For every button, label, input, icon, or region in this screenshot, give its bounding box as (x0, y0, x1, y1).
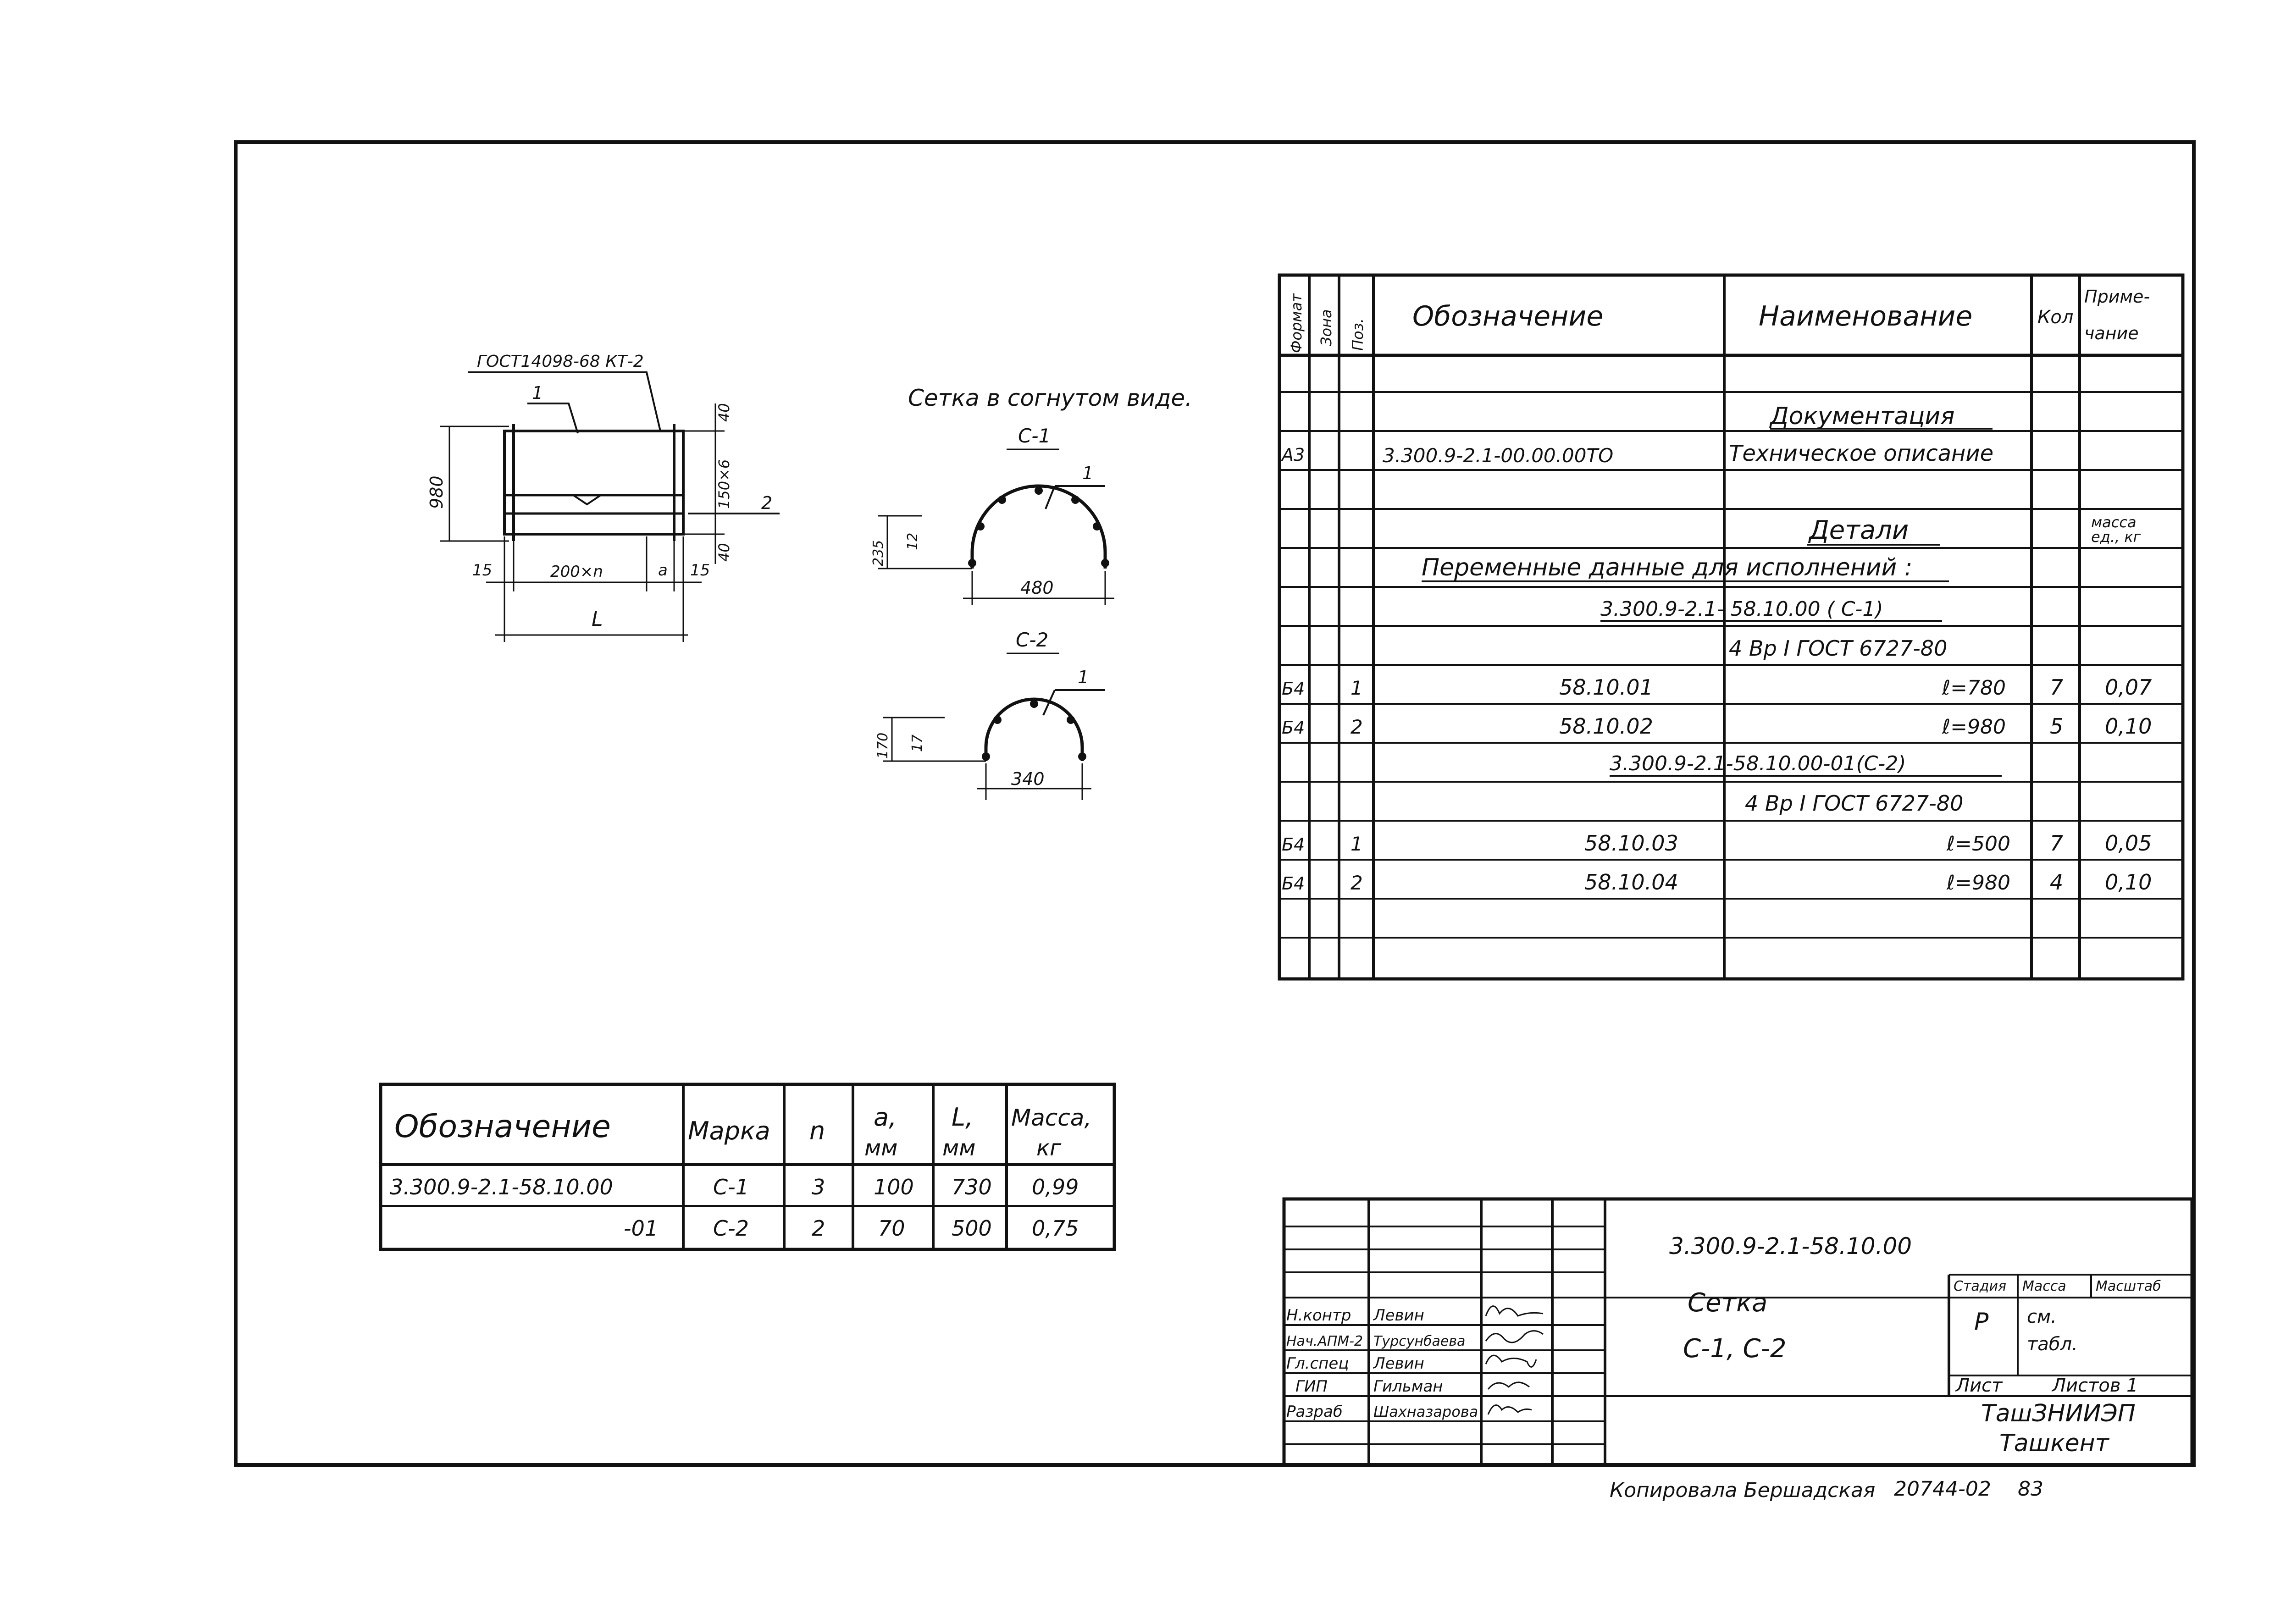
vt-row1-a: 100 (874, 1175, 914, 1199)
person2-name: Турсунбаева (1373, 1333, 1466, 1349)
title-block (1284, 1199, 2192, 1465)
row3-qty: 7 (2050, 831, 2064, 856)
wire1-label: 4 Вр I ГОСТ 6727-80 (1729, 636, 1948, 661)
header-pos: Поз. (1349, 318, 1367, 351)
footer-copied: Копировала Бершадская (1610, 1479, 1876, 1502)
row4-pos: 2 (1351, 872, 1363, 894)
row4-qty: 4 (2050, 870, 2064, 895)
header-note-l1: Приме- (2084, 287, 2150, 307)
person1-role: Н.контр (1286, 1306, 1351, 1325)
person5-name: Шахназарова (1373, 1403, 1478, 1420)
vt-row1-L: 730 (952, 1175, 992, 1199)
vt-header-L-l2: мм (942, 1135, 976, 1161)
sheets-label: Листов 1 (2052, 1375, 2138, 1396)
row2-pos: 2 (1351, 716, 1363, 738)
vt-header-a-l1: a, (874, 1103, 897, 1132)
row3-format: Б4 (1282, 834, 1305, 855)
vt-header-designation: Обозначение (394, 1109, 611, 1145)
vt-header-mass-l1: Масса, (1011, 1105, 1092, 1131)
spec-table (1279, 275, 2183, 979)
title-code: 3.300.9-2.1-58.10.00 (1669, 1233, 1912, 1259)
vt-row1-mass: 0,99 (1032, 1175, 1079, 1199)
variant2-label: 3.300.9-2.1-58.10.00-01(С-2) (1610, 752, 1906, 775)
row4-name: ℓ=980 (1947, 871, 2011, 895)
mesh-pos2-label: 2 (761, 493, 773, 513)
row1-pos: 1 (1351, 677, 1363, 699)
bent-view-title: Сетка в согнутом виде. (908, 385, 1193, 411)
header-qty: Кол (2037, 307, 2074, 328)
person5-role: Разраб (1286, 1403, 1343, 1421)
variable-data: Переменные данные для исполнений : (1422, 554, 1913, 581)
person3-name: Левин (1373, 1354, 1424, 1373)
row1-designation: 58.10.01 (1559, 675, 1653, 700)
doc-name: Техническое описание (1729, 441, 1994, 466)
bent-c1-radius: 12 (905, 532, 921, 550)
footer (1610, 1477, 2043, 1502)
bent-c2-pos: 1 (1078, 667, 1089, 687)
dim-150x6: 150×6 (715, 459, 733, 509)
dim-15-right: 15 (690, 561, 710, 580)
person4-name: Гильман (1373, 1377, 1443, 1396)
vt-header-mass-l2: кг (1036, 1135, 1062, 1161)
title-name-l1: Сетка (1688, 1288, 1768, 1318)
vt-row1-mark: С-1 (713, 1175, 749, 1199)
bent-c2-arc (986, 699, 1082, 761)
row4-designation: 58.10.04 (1584, 870, 1678, 895)
mesh-drawing (426, 352, 780, 642)
dim-40-top: 40 (715, 403, 733, 422)
row2-note: 0,10 (2105, 714, 2152, 739)
vt-row1-n: 3 (812, 1175, 825, 1199)
bent-c2-radius: 17 (909, 734, 925, 752)
row3-note: 0,05 (2105, 831, 2152, 856)
org-name: ТашЗНИИЭП (1981, 1400, 2136, 1427)
vt-header-n: n (809, 1116, 825, 1145)
bent-c1-width: 480 (1020, 578, 1054, 598)
vt-header-a-l2: мм (864, 1135, 898, 1161)
org-city: Ташкент (1999, 1430, 2109, 1457)
row1-name: ℓ=780 (1942, 676, 2006, 700)
vt-row2-n: 2 (812, 1216, 825, 1241)
header-designation: Обозначение (1412, 300, 1604, 332)
vt-row2-designation: -01 (624, 1216, 659, 1241)
footer-page: 83 (2018, 1477, 2043, 1501)
row1-note: 0,07 (2105, 675, 2152, 700)
bent-c1-label: С-1 (1018, 425, 1051, 447)
bent-c2-width: 340 (1011, 769, 1045, 789)
header-name: Наименование (1759, 300, 1973, 332)
vt-row2-mass: 0,75 (1032, 1216, 1079, 1241)
stage-value: Р (1974, 1308, 1989, 1336)
doc-format: А3 (1282, 445, 1305, 465)
row2-designation: 58.10.02 (1559, 714, 1653, 739)
section-details: Детали (1809, 515, 1909, 545)
vt-row2-L: 500 (952, 1216, 992, 1241)
person3-role: Гл.спец (1286, 1354, 1349, 1373)
bent-c1-pos: 1 (1082, 463, 1094, 483)
doc-designation: 3.300.9-2.1-00.00.00ТО (1383, 444, 1614, 467)
mesh-pos1-label: 1 (532, 383, 543, 403)
dim-200n: 200×n (550, 563, 603, 581)
row3-designation: 58.10.03 (1584, 831, 1678, 856)
dim-980: 980 (426, 475, 447, 509)
bent-c2-label: С-2 (1016, 629, 1049, 651)
signatures (1486, 1306, 1543, 1414)
mass-unit-l1: масса (2091, 514, 2137, 531)
mesh-gost-label: ГОСТ14098-68 КТ-2 (477, 352, 644, 371)
dim-a: a (658, 561, 668, 580)
bent-c1-height: 235 (870, 540, 886, 566)
person4-role: ГИП (1295, 1377, 1328, 1396)
section-docs: Документация (1770, 403, 1955, 430)
bent-view (870, 385, 1192, 800)
row1-qty: 7 (2050, 675, 2064, 700)
mass-value-l2: табл. (2027, 1334, 2078, 1355)
scale-label: Масштаб (2096, 1278, 2161, 1294)
title-name-l2: С-1, С-2 (1683, 1334, 1787, 1364)
person2-role: Нач.АПМ-2 (1286, 1333, 1363, 1349)
dim-L: L (592, 608, 603, 631)
footer-number: 20744-02 (1894, 1477, 1991, 1501)
header-note-l2: чание (2084, 323, 2139, 343)
header-format: Формат (1288, 293, 1305, 353)
row3-pos: 1 (1351, 833, 1363, 855)
vt-row2-a: 70 (878, 1216, 905, 1241)
row3-name: ℓ=500 (1947, 832, 2011, 856)
dim-40-bottom: 40 (715, 543, 733, 562)
bent-c2-height: 170 (875, 732, 891, 759)
dim-15-left: 15 (472, 561, 493, 580)
row4-format: Б4 (1282, 873, 1305, 894)
variant1-label: 3.300.9-2.1- 58.10.00 ( С-1) (1600, 597, 1883, 621)
bent-c1-arc (972, 486, 1105, 569)
mass-label: Масса (2022, 1278, 2066, 1294)
header-zone: Зона (1317, 309, 1335, 346)
row4-note: 0,10 (2105, 870, 2152, 895)
vt-row1-designation: 3.300.9-2.1-58.10.00 (390, 1175, 613, 1199)
variants-table (381, 1084, 1114, 1249)
vt-row2-mark: С-2 (713, 1216, 749, 1241)
mass-unit-l2: ед., кг (2091, 528, 2141, 546)
vt-header-L-l1: L, (952, 1103, 974, 1132)
row1-format: Б4 (1282, 679, 1305, 699)
row2-qty: 5 (2050, 714, 2064, 739)
row2-format: Б4 (1282, 718, 1305, 738)
stage-label: Стадия (1954, 1278, 2007, 1294)
wire2-label: 4 Вр I ГОСТ 6727-80 (1745, 791, 1964, 816)
person1-name: Левин (1373, 1306, 1424, 1325)
row2-name: ℓ=980 (1942, 715, 2006, 739)
mass-value-l1: см. (2027, 1306, 2057, 1327)
sheet-label: Лист (1956, 1375, 2003, 1396)
vt-header-mark: Марка (688, 1116, 770, 1145)
